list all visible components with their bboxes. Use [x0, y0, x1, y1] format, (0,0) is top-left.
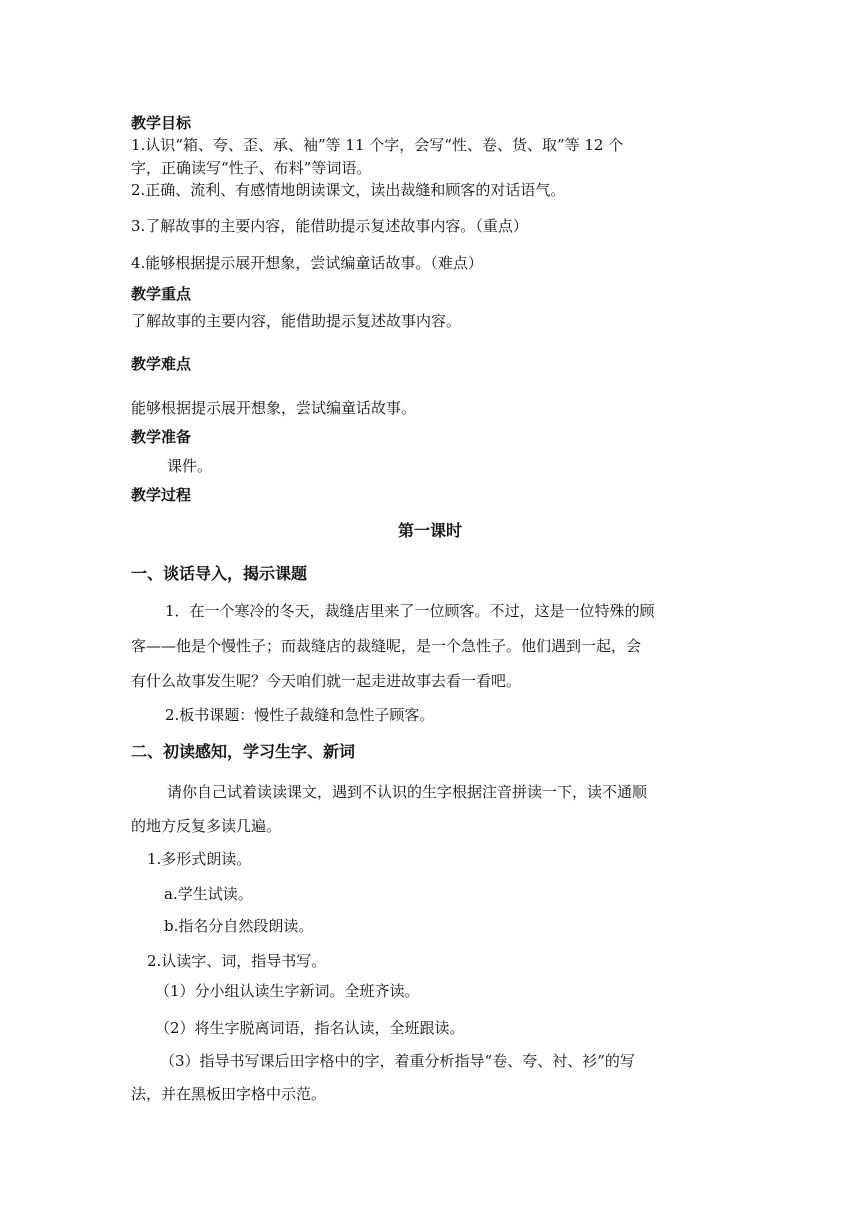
objective-3: 3.了解故事的主要内容，能借助提示复述故事内容。（重点） — [131, 217, 528, 235]
objective-4: 4.能够根据提示展开想象，尝试编童话故事。（难点） — [131, 254, 483, 272]
section-2-intro-line-2: 的地方反复多读几遍。 — [131, 817, 282, 835]
lesson-title: 第一课时 — [397, 521, 462, 540]
section-1-para-2: 2.板书课题：慢性子裁缝和急性子顾客。 — [165, 706, 435, 724]
section-1-para-1-line-1: 1．在一个寒冷的冬天，裁缝店里来了一位顾客。不过，这是一位特殊的顾 — [165, 602, 655, 620]
step-2-1: （1）分小组认读生字新词。全班齐读。 — [155, 982, 420, 1000]
step-2-3-line-2: 法，并在黑板田字格中示范。 — [131, 1085, 327, 1103]
step-1a: a.学生试读。 — [164, 885, 253, 903]
objectives-heading: 教学目标 — [131, 114, 192, 132]
process-heading: 教学过程 — [131, 486, 192, 504]
objective-1-line-1: 1.认识“箱、夸、歪、承、袖”等 11 个字，会写“性、卷、货、取”等 12 个 — [131, 136, 624, 154]
section-2-intro-line-1: 请你自己试着读读课文，遇到不认识的生字根据注音拼读一下，读不通顺 — [167, 783, 648, 801]
difficulties-heading: 教学难点 — [131, 355, 192, 373]
step-1b: b.指名分自然段朗读。 — [164, 917, 314, 935]
step-2-3-line-1: （3）指导书写课后田字格中的字，着重分析指导“卷、夸、衬、衫”的写 — [160, 1052, 635, 1070]
step-2-2: （2）将生字脱离词语，指名认读，全班跟读。 — [155, 1019, 465, 1037]
preparation-text: 课件。 — [167, 457, 213, 475]
key-points-text: 了解故事的主要内容，能借助提示复述故事内容。 — [131, 312, 462, 330]
preparation-heading: 教学准备 — [131, 428, 192, 446]
key-points-heading: 教学重点 — [131, 285, 192, 303]
section-1-para-1-line-2: 客——他是个慢性子；而裁缝店的裁缝呢，是一个急性子。他们遇到一起，会 — [131, 637, 642, 655]
section-1-heading: 一、谈话导入，揭示课题 — [131, 564, 308, 583]
step-1: 1.多形式朗读。 — [147, 850, 252, 868]
objective-1-line-2: 字，正确读写“性子、布料”等词语。 — [131, 159, 372, 177]
section-2-heading: 二、初读感知，学习生字、新词 — [131, 742, 356, 761]
difficulties-text: 能够根据提示展开想象，尝试编童话故事。 — [131, 399, 417, 417]
section-1-para-1-line-3: 有什么故事发生呢？今天咱们就一起走进故事去看一看吧。 — [131, 672, 522, 690]
objective-2: 2.正确、流利、有感情地朗读课文，读出裁缝和顾客的对话语气。 — [131, 181, 566, 199]
step-2: 2.认读字、词，指导书写。 — [147, 952, 327, 970]
